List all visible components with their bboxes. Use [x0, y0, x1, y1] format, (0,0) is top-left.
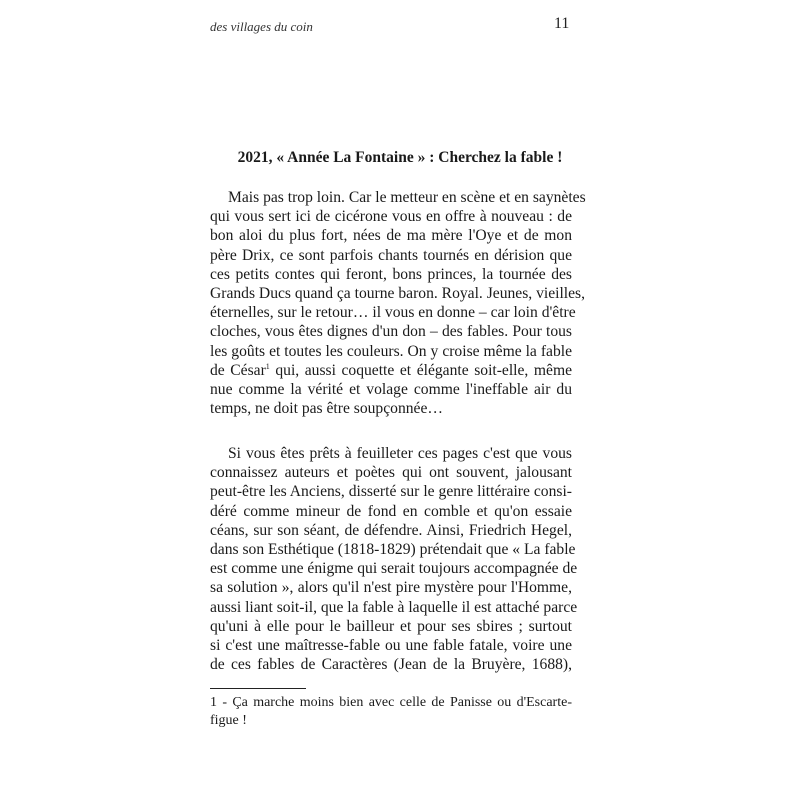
text-line: Mais pas trop loin. Car le metteur en scène et en saynètes: [228, 189, 586, 206]
text-line: céans, sur son séant, de défendre. Ainsi, Friedrich Hegel,: [210, 521, 572, 539]
text-line-with-footnote: [210, 361, 572, 380]
page-number: 11: [554, 15, 570, 32]
text-line: Grands Ducs quand ça tourne baron. Royal. Jeunes, vieilles,: [210, 285, 586, 303]
text-line: dans son Esthétique (1818-1829) prétendait que « La fable: [210, 541, 576, 559]
footnote-line: figue !: [210, 713, 247, 728]
text-line: connaissez auteurs et poètes qui ont souvent, jalousant: [210, 464, 572, 482]
text-line: les goûts et toutes les couleurs. On y croise même la fable: [210, 342, 572, 360]
footnote: [210, 694, 572, 730]
text-line: père Drix, ce sont parfois chants tournés en dérision que: [210, 246, 572, 264]
text-line: sa solution », alors qu'il n'est pire mystère pour l'Homme,: [210, 579, 572, 597]
text-line: Si vous êtes prêts à feuilleter ces pages c'est que vous: [228, 445, 572, 462]
text-line: bon aloi du plus fort, nées de ma mère l'Oye et de mon: [210, 227, 572, 245]
text-line: nue comme la vérité et volage comme l'ineffable air du: [210, 381, 572, 399]
text-line: ces petits contes qui feront, bons princes, la tournée des: [210, 265, 572, 283]
paragraph-1: [210, 188, 586, 418]
text-line: aussi liant soit-il, que la fable à laquelle il est attaché parce: [210, 598, 578, 616]
text-line: cloches, vous êtes dignes d'un don – des fables. Pour tous: [210, 323, 572, 341]
text-line: de ces fables de Caractères (Jean de la Bruyère, 1688),: [210, 656, 572, 674]
footnote-divider: [210, 688, 306, 689]
text-line: peut-être les Anciens, disserté sur le genre littéraire consi-: [210, 483, 572, 501]
text-line: si c'est une maîtresse-fable ou une fable fatale, voire une: [210, 637, 572, 655]
chapter-title: 2021, « Année La Fontaine » : Cherchez la fable !: [237, 149, 563, 166]
footnote-line: 1 - Ça marche moins bien avec celle de Panisse ou d'Escarte-: [210, 695, 572, 710]
text-line: temps, ne doit pas être soupçonnée…: [210, 400, 443, 418]
text-line: qui vous sert ici de cicérone vous en offre à nouveau : de: [210, 208, 572, 226]
footnote-reference: 1: [265, 361, 270, 371]
running-head: des villages du coin: [210, 19, 313, 34]
text-line: qu'uni à elle pour le bailleur et pour ses sbires ; surtout: [210, 617, 572, 635]
text-line: déré comme mineur de fond en comble et qu'on essaie: [210, 502, 572, 520]
text-fragment: de César: [210, 361, 266, 379]
text-fragment: qui, aussi coquette et élégante soit-elle, même: [269, 361, 572, 379]
paragraph-2: [210, 444, 578, 674]
text-line: éternelles, sur le retour… il vous en donne – car loin d'être: [210, 304, 576, 322]
text-line: est comme une énigme qui serait toujours accompagnée de: [210, 560, 578, 578]
